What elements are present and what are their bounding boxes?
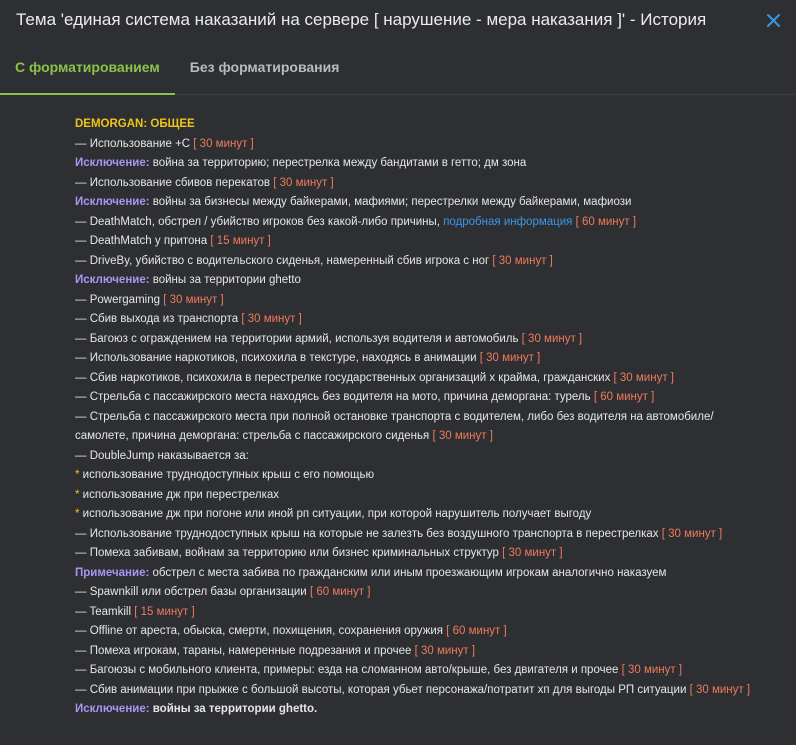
exception-label: Исключение: [75,196,150,208]
penalty-badge: [ 30 минут ] [621,664,683,676]
close-button[interactable] [762,9,784,31]
rule-text: — Spawnkill или обстрел базы организации [75,586,310,598]
rule-text: — Использование сбивов перекатов [75,176,274,189]
penalty-badge: [ 60 минут ] [309,586,371,598]
rule-text: — DeathMatch, обстрел / убийство игроков без какой-либо причины, [75,215,444,228]
details-link[interactable]: подробная информация [443,215,573,228]
penalty-badge: [ 30 минут ] [163,293,224,306]
rule-text: — Сбив наркотиков, психохила в перестрелке государственных организаций х крайма, гражданских [75,371,614,384]
rule-text: — DoubleJump наказывается за: [75,449,249,462]
rule-text: война за территорию; перестрелка между бандитами в гетто; дм зона [149,157,527,169]
rule-text: — Стрельба с пассажирского места находясь без водителя на мото, причина деморгана: турель [75,391,594,403]
rule-line [75,271,796,291]
rule-text: — Багоюзы с мобильного клиента, примеры: езда на сломанном авто/крыше, без двигателя и прочее [75,664,622,676]
rule-line [75,681,796,701]
rule-line [75,174,796,194]
rule-line [75,291,796,311]
rule-line [75,486,796,506]
exception-label: Исключение: [75,703,150,715]
rule-text: войны за территории ghetto [149,274,301,286]
tab-unformatted[interactable]: Без форматирования [189,59,340,75]
rule-text: — Сбив выхода из транспорта [75,313,242,325]
penalty-badge: [ 30 минут ] [492,254,553,267]
rule-text: — Offline от ареста, обыска, смерти, похищения, сохранения оружия [75,625,447,637]
penalty-badge: [ 60 минут ] [572,215,637,228]
rule-text: — Powergaming [75,293,164,306]
rule-text: — Помеха забивам, войнам за территорию или бизнес криминальных структур [75,547,503,559]
rule-text: войны за территории ghetto. [149,703,318,715]
rule-line [75,466,796,486]
rule-text: использование дж при погоне или иной рп ситуации, при которой нарушитель получает выгоду [79,508,592,520]
window-title: Тема 'единая система наказаний на сервере [ нарушение - мера наказания ]' - История [16,10,707,29]
rule-line [75,135,796,155]
rule-line [75,622,796,642]
rule-text: — DriveBy, убийство с водительского сиденья, намеренный сбив игрока с ног [75,254,493,267]
penalty-badge: [ 15 минут ] [210,235,271,247]
rule-text: — Teamkill [75,605,135,618]
tab-formatted[interactable]: С форматированием [0,40,175,94]
penalty-badge: [ 30 минут ] [414,644,476,657]
penalty-badge: [ 60 минут ] [446,625,507,637]
rule-text: обстрел с места забива по гражданским или иным проезжающим игрокам аналогично наказуем [149,566,667,579]
rule-text: — Использование труднодоступных крыш на которые не залезть без воздушного транспорта в перестрелках [75,527,662,540]
rule-line [75,408,765,447]
penalty-badge: [ 30 минут ] [613,371,674,384]
rule-line [75,564,796,584]
rule-text: использование дж при перестрелках [79,488,280,501]
rule-text: — Багоюз с ограждением на территории армий, используя водителя и автомобиль [75,332,522,345]
rule-text: — Сбив анимации при прыжке с большой высоты, которая убьет персонажа/потратит хп для выгоды РП ситуации [75,683,690,696]
rule-text: — DeathMatch у притона [75,235,211,247]
penalty-badge: [ 30 минут ] [273,176,334,189]
rule-line [75,369,796,389]
rule-text: — Использование наркотиков, психохила в текстуре, находясь в анимации [75,352,480,364]
penalty-badge: [ 30 минут ] [432,430,493,442]
note-label: Примечание: [75,566,150,579]
rule-line [75,193,796,213]
history-content [0,95,796,720]
penalty-badge: [ 30 минут ] [502,547,563,559]
rule-text: использование труднодоступных крыш с его помощью [79,469,375,481]
rule-line [75,310,796,330]
rule-line [75,661,796,681]
rule-line [75,583,796,603]
penalty-badge: [ 30 минут ] [193,137,254,150]
rule-line [75,447,796,467]
rule-line [75,603,796,623]
rule-text: — Использование +C [75,137,194,150]
penalty-badge: [ 60 минут ] [593,391,655,403]
penalty-badge: [ 30 минут ] [521,332,583,345]
rule-line [75,525,796,545]
rule-line [75,544,796,564]
close-icon [767,14,780,27]
section-heading: DEMORGAN: ОБЩЕЕ [75,118,195,130]
bullet-star: * [75,508,80,520]
rule-line [75,330,796,350]
rule-line [75,505,796,525]
rule-text: — Стрельба с пассажирского места при полной остановке транспорта с водителем, либо без водителя на автомобиле/ самолете, причина деморгана: стрельба с пассажирского сиденья [75,410,714,442]
rule-line [75,154,796,174]
penalty-badge: [ 30 минут ] [241,313,302,325]
penalty-badge: [ 30 минут ] [479,352,541,364]
bullet-star: * [75,488,80,501]
rule-line [75,349,796,369]
penalty-badge: [ 15 минут ] [134,605,195,618]
title-bar [0,0,796,40]
penalty-badge: [ 30 минут ] [661,527,723,540]
exception-label: Исключение: [75,274,150,286]
rule-line [75,213,796,233]
bullet-star: * [75,469,80,481]
rule-line [75,252,796,272]
rule-text: войны за бизнесы между байкерами, мафиями; перестрелки между байкерами, мафиози [149,196,632,208]
rule-line [75,642,796,662]
tab-bar [0,40,796,95]
exception-label: Исключение: [75,157,150,169]
penalty-badge: [ 30 минут ] [689,683,751,696]
rule-line [75,388,796,408]
rule-line [75,232,796,252]
rule-line [75,700,796,720]
rule-text: — Помеха игрокам, тараны, намеренные подрезания и прочее [75,644,415,657]
